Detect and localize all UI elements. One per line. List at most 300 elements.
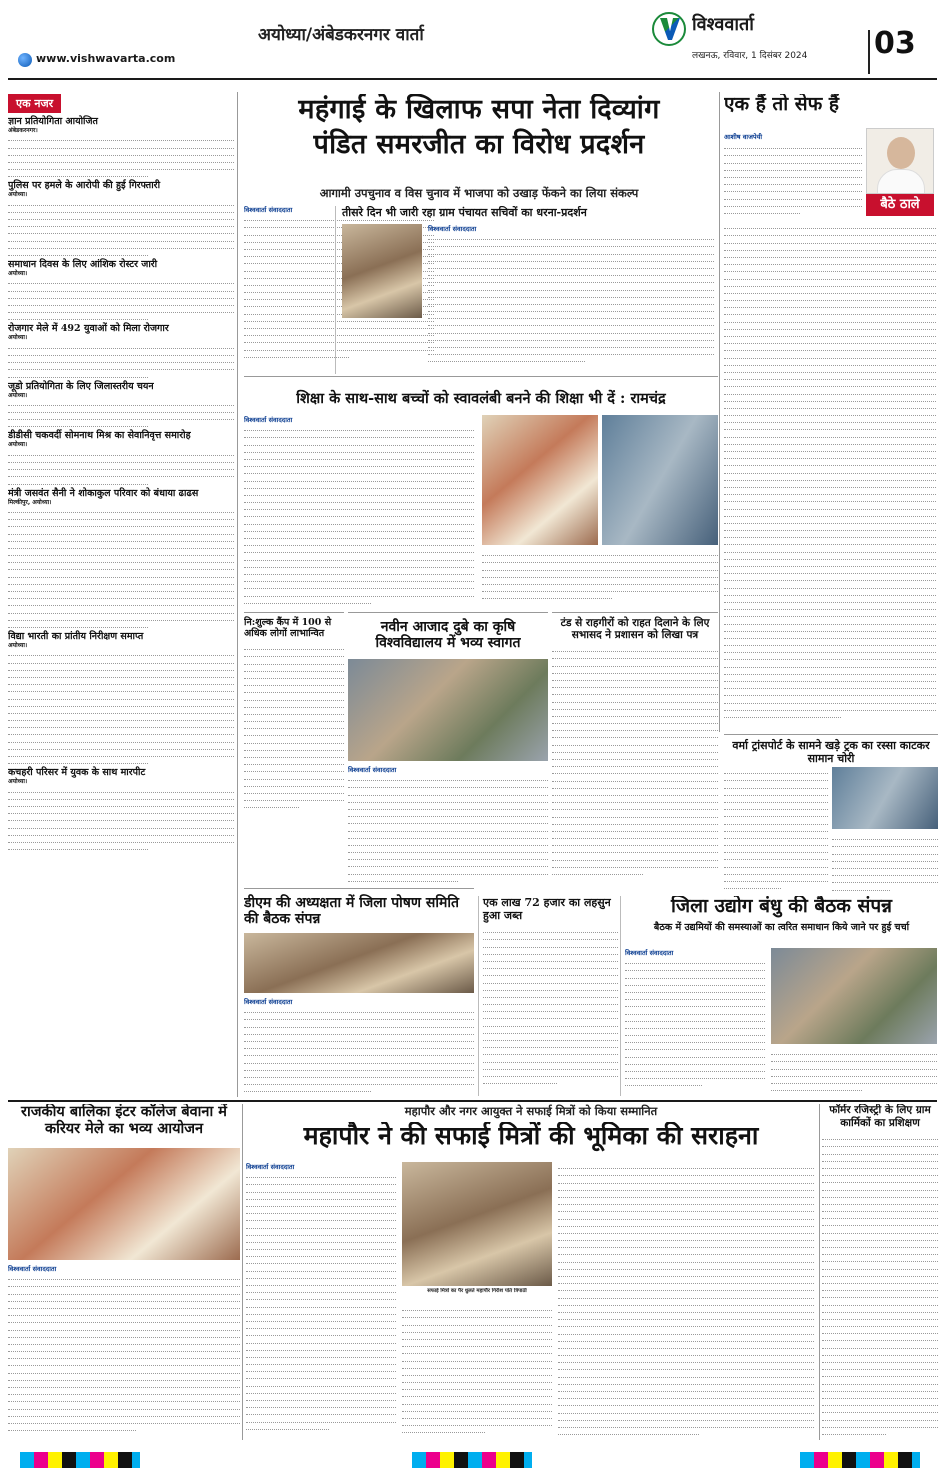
text-line	[822, 1241, 938, 1248]
text-line	[348, 832, 548, 839]
text-line	[625, 979, 765, 986]
text-line	[724, 825, 828, 832]
brand-name: विश्ववार्ता	[692, 14, 754, 35]
ek-nazar-item-dateline: अयोध्या।	[8, 191, 28, 199]
text-line	[8, 1359, 240, 1366]
text-line	[246, 1207, 396, 1214]
text-line	[822, 1198, 938, 1205]
text-line	[246, 1279, 396, 1286]
text-line	[625, 957, 765, 964]
text-line	[552, 731, 718, 738]
text-line	[244, 517, 474, 524]
text-line	[724, 696, 936, 703]
text-line	[625, 1022, 765, 1029]
text-line	[244, 532, 474, 539]
text-line	[724, 366, 936, 373]
text-line	[822, 1147, 938, 1154]
text-line	[244, 1078, 474, 1085]
camp-headline: नि:शुल्क कैंप में 100 से अधिक लोगों लाभान्वित	[244, 617, 332, 639]
text-line	[8, 1345, 240, 1352]
text-line	[482, 592, 612, 599]
text-line	[482, 578, 718, 585]
lead-headline	[244, 94, 714, 184]
text-line	[8, 413, 234, 420]
truck-story	[724, 734, 938, 894]
masthead-rule	[8, 78, 937, 80]
text-line	[402, 1390, 552, 1397]
text-line	[246, 1193, 396, 1200]
text-line	[483, 948, 618, 955]
mayor-byline: विश्ववार्ता संवाददाता	[246, 1163, 295, 1171]
text-line	[558, 1378, 814, 1385]
text-line	[244, 801, 299, 808]
text-line	[724, 560, 936, 567]
dm-photo	[244, 933, 474, 993]
text-line	[822, 1219, 938, 1226]
text-line	[625, 1079, 702, 1086]
text-line	[822, 1392, 938, 1399]
text-line	[244, 1071, 474, 1078]
ek-nazar-item-title: जूडो प्रतियोगिता के लिए जिलास्तरीय चयन	[8, 380, 154, 392]
text-line	[8, 527, 234, 534]
ek-nazar-item	[8, 323, 234, 377]
text-line	[8, 141, 234, 148]
text-line	[724, 229, 936, 236]
text-line	[822, 1413, 938, 1420]
text-line	[482, 585, 718, 592]
text-line	[724, 323, 936, 330]
text-line	[483, 969, 618, 976]
text-line	[822, 1155, 938, 1162]
text-line	[832, 847, 938, 854]
text-line	[348, 810, 548, 817]
text-line	[724, 149, 862, 156]
text-line	[8, 1374, 240, 1381]
text-line	[244, 657, 344, 664]
text-line	[724, 531, 936, 538]
text-line	[724, 395, 936, 402]
text-line	[724, 200, 862, 207]
text-line	[428, 233, 714, 240]
text-line	[244, 489, 474, 496]
text-line	[402, 1333, 552, 1340]
text-line	[558, 1241, 814, 1248]
text-line	[8, 757, 148, 764]
text-line	[724, 466, 936, 473]
text-line	[724, 337, 936, 344]
text-line	[724, 596, 936, 603]
text-line	[724, 832, 828, 839]
text-line	[625, 1036, 765, 1043]
text-line	[724, 868, 828, 875]
ek-nazar-item-dateline: अयोध्या।	[8, 391, 28, 399]
text-line	[552, 760, 718, 767]
column-rule-right	[719, 92, 720, 732]
text-line	[724, 668, 936, 675]
text-line	[724, 581, 936, 588]
dateline: लखनऊ, रविवार, 1 दिसंबर 2024	[692, 51, 808, 61]
text-line	[8, 556, 234, 563]
text-line	[8, 277, 234, 284]
text-line	[244, 424, 474, 431]
text-line	[246, 1200, 396, 1207]
text-line	[8, 206, 234, 213]
ek-nazar-item-title: ज्ञान प्रतियोगिता आयोजित	[8, 116, 98, 127]
text-line	[246, 1214, 396, 1221]
text-line	[428, 247, 714, 254]
panchayat-byline: विश्ववार्ता संवाददाता	[428, 225, 477, 233]
text-line	[822, 1428, 886, 1435]
mayor-photo	[402, 1162, 552, 1286]
text-line	[246, 1358, 396, 1365]
text-line	[244, 539, 474, 546]
text-line	[8, 735, 234, 742]
text-line	[246, 1379, 396, 1386]
text-line	[724, 488, 936, 495]
text-line	[822, 1349, 938, 1356]
text-line	[822, 1298, 938, 1305]
text-line	[552, 825, 718, 832]
dm-headline: डीएम की अध्यक्षता में जिला पोषण समिति की बैठक संपन्न	[244, 895, 459, 928]
text-line	[244, 765, 344, 772]
text-line	[822, 1291, 938, 1298]
text-line	[8, 1338, 240, 1345]
ek-nazar-item-title: डीडीसी चकवर्दी सोमनाथ मिश्र का सेवानिवृत्त समारोह	[8, 430, 191, 442]
badge-line2: ठाले	[899, 197, 920, 212]
text-line	[822, 1341, 938, 1348]
ek-nazar-item-title: समाधान दिवस के लिए आंशिक रोस्टर जारी	[8, 259, 158, 271]
text-line	[348, 788, 548, 795]
text-line	[8, 1388, 240, 1395]
text-line	[552, 861, 718, 868]
opinion-badge	[866, 194, 934, 216]
udyog-subhead: बैठक में उद्यमियों की समस्याओं का त्वरित समाधान किये जाने पर हुई चर्चा	[653, 921, 910, 933]
text-line	[558, 1342, 814, 1349]
text-line	[558, 1370, 814, 1377]
text-line	[8, 750, 234, 757]
text-line	[483, 1063, 618, 1070]
education-body-text	[244, 424, 474, 604]
text-line	[483, 984, 618, 991]
website-link[interactable]: www.vishwavarta.com	[36, 52, 176, 65]
text-line	[244, 438, 474, 445]
opinion-column	[724, 94, 938, 728]
text-line	[724, 517, 936, 524]
ek-nazar-list	[8, 116, 234, 850]
text-line	[724, 373, 936, 380]
text-line	[246, 1178, 396, 1185]
brand-logo-icon	[652, 12, 686, 46]
text-line	[724, 553, 936, 560]
text-line	[822, 1320, 938, 1327]
text-line	[483, 933, 618, 940]
text-line	[8, 807, 234, 814]
text-line	[8, 284, 234, 291]
vc-story	[348, 612, 548, 888]
text-line	[8, 714, 234, 721]
text-line	[402, 1347, 552, 1354]
vc-body-text	[348, 774, 548, 882]
text-line	[348, 839, 548, 846]
text-line	[483, 940, 618, 947]
text-line	[558, 1227, 814, 1234]
education-body	[244, 415, 474, 605]
ek-nazar-item-title: विद्या भारती का प्रांतीय निरीक्षण समाप्त	[8, 630, 144, 642]
lead-headline-line1: महंगाई के खिलाफ सपा नेता दिव्यांग	[298, 94, 660, 125]
text-line	[483, 1077, 557, 1084]
text-line	[402, 1340, 552, 1347]
text-line	[558, 1313, 814, 1320]
text-line	[244, 708, 344, 715]
text-line	[771, 1084, 862, 1091]
text-line	[724, 675, 936, 682]
text-line	[8, 170, 148, 177]
text-line	[483, 998, 618, 1005]
text-line	[8, 570, 234, 577]
ek-nazar-item	[8, 180, 234, 256]
text-line	[246, 1300, 396, 1307]
text-line	[724, 860, 828, 867]
text-line	[724, 192, 862, 199]
text-line	[822, 1255, 938, 1262]
text-line	[246, 1185, 396, 1192]
text-line	[8, 542, 234, 549]
text-line	[558, 1385, 814, 1392]
text-line	[244, 525, 474, 532]
text-line	[832, 876, 938, 883]
text-line	[724, 796, 828, 803]
lottery-story	[478, 896, 618, 1096]
vc-body	[348, 765, 548, 885]
text-line	[402, 1318, 552, 1325]
text-line	[402, 1369, 552, 1376]
text-line	[822, 1133, 938, 1140]
text-line	[724, 171, 862, 178]
column-rule-bottom-right	[819, 1104, 820, 1440]
text-line	[822, 1212, 938, 1219]
career-byline: विश्ववार्ता संवाददाता	[8, 1265, 57, 1273]
text-line	[244, 1020, 474, 1027]
text-line	[244, 553, 474, 560]
text-line	[428, 240, 714, 247]
text-line	[724, 853, 828, 860]
text-line	[552, 746, 718, 753]
text-line	[822, 1363, 938, 1370]
text-line	[244, 693, 344, 700]
text-line	[8, 306, 234, 313]
text-line	[558, 1421, 814, 1428]
farmer-story	[822, 1104, 938, 1440]
text-line	[724, 287, 936, 294]
text-line	[428, 326, 714, 333]
text-line	[724, 156, 862, 163]
text-line	[8, 1395, 240, 1402]
text-line	[558, 1162, 814, 1169]
text-line	[625, 1058, 765, 1065]
text-line	[771, 1055, 937, 1062]
panchayat-body-text	[428, 233, 714, 362]
text-line	[724, 409, 936, 416]
text-line	[625, 993, 765, 1000]
text-line	[428, 319, 714, 326]
ek-nazar-item	[8, 381, 234, 428]
camp-body-text	[244, 643, 344, 808]
text-line	[246, 1236, 396, 1243]
text-line	[428, 262, 714, 269]
text-line	[724, 445, 936, 452]
text-line	[244, 453, 474, 460]
ek-nazar-item	[8, 488, 234, 628]
text-line	[483, 1070, 618, 1077]
tank-headline: टंड से राहगीरों को राहत दिलाने के लिए सभासद ने प्रशासन को लिखा पत्र	[560, 617, 710, 641]
print-marks	[0, 1448, 945, 1473]
career-story	[8, 1104, 240, 1440]
text-line	[8, 134, 234, 141]
text-line	[244, 510, 474, 517]
text-line	[244, 597, 371, 604]
text-line	[428, 355, 585, 362]
text-line	[483, 991, 618, 998]
text-line	[246, 1423, 329, 1430]
text-line	[244, 751, 344, 758]
text-line	[558, 1363, 814, 1370]
tank-story	[552, 612, 718, 882]
text-line	[724, 767, 828, 774]
text-line	[8, 649, 234, 656]
text-line	[8, 1295, 240, 1302]
text-line	[8, 843, 148, 850]
ek-nazar-item	[8, 430, 234, 484]
udyog-body-text-cont	[771, 1048, 937, 1094]
text-line	[246, 1387, 396, 1394]
text-line	[8, 342, 234, 349]
text-line	[244, 715, 344, 722]
ek-nazar-item	[8, 259, 234, 320]
text-line	[822, 1385, 938, 1392]
text-line	[8, 406, 234, 413]
truck-body-text-cont	[832, 833, 938, 893]
text-line	[8, 707, 234, 714]
text-line	[348, 875, 458, 882]
text-line	[822, 1270, 938, 1277]
text-line	[8, 800, 234, 807]
truck-body-text	[724, 767, 828, 893]
ek-nazar-item-text	[8, 506, 234, 628]
text-line	[402, 1354, 552, 1361]
text-line	[552, 796, 718, 803]
text-line	[8, 678, 234, 685]
text-line	[822, 1356, 938, 1363]
text-line	[244, 446, 474, 453]
text-line	[244, 686, 344, 693]
text-line	[625, 1029, 765, 1036]
text-line	[8, 685, 234, 692]
education-byline: विश्ववार्ता संवाददाता	[244, 416, 293, 424]
text-line	[483, 962, 618, 969]
page-number: 03	[874, 26, 916, 61]
career-body-text	[8, 1273, 240, 1431]
text-line	[822, 1306, 938, 1313]
text-line	[8, 743, 234, 750]
vc-headline: नवीन आजाद दुबे का कृषि विश्वविद्यालय में भव्य स्वागत	[375, 619, 521, 652]
text-line	[8, 606, 234, 613]
text-line	[625, 986, 765, 993]
text-line	[483, 1027, 618, 1034]
text-line	[244, 1006, 474, 1013]
text-line	[483, 1005, 618, 1012]
text-line	[822, 1140, 938, 1147]
text-line	[244, 1035, 474, 1042]
text-line	[724, 236, 936, 243]
text-line	[244, 546, 474, 553]
text-line	[8, 1417, 240, 1424]
text-line	[348, 774, 548, 781]
text-line	[832, 840, 938, 847]
text-line	[724, 803, 828, 810]
text-line	[246, 1372, 396, 1379]
text-line	[822, 1313, 938, 1320]
text-line	[246, 1286, 396, 1293]
text-line	[244, 729, 344, 736]
text-line	[244, 787, 344, 794]
text-line	[246, 1264, 396, 1271]
text-line	[246, 1243, 396, 1250]
ek-nazar-item-text	[8, 399, 234, 428]
text-line	[558, 1184, 814, 1191]
text-line	[558, 1406, 814, 1413]
text-line	[428, 348, 714, 355]
dm-story	[244, 888, 474, 1098]
text-line	[822, 1205, 938, 1212]
education-photo-2	[602, 415, 718, 545]
text-line	[724, 416, 936, 423]
text-line	[8, 549, 234, 556]
tank-body-text	[552, 645, 718, 875]
text-line	[558, 1392, 814, 1399]
text-line	[625, 1000, 765, 1007]
text-line	[724, 308, 936, 315]
text-line	[822, 1406, 938, 1413]
ek-nazar-item-text	[8, 199, 234, 257]
text-line	[832, 883, 890, 890]
text-line	[8, 213, 234, 220]
text-line	[244, 1085, 371, 1092]
text-line	[552, 774, 718, 781]
ek-nazar-item-text	[8, 785, 234, 850]
text-line	[724, 632, 936, 639]
text-line	[8, 234, 234, 241]
text-line	[625, 1072, 765, 1079]
text-line	[724, 660, 936, 667]
text-line	[558, 1198, 814, 1205]
text-line	[8, 821, 234, 828]
vc-photo	[348, 659, 548, 761]
text-line	[246, 1293, 396, 1300]
truck-headline: वर्मा ट्रांसपोर्ट के सामने खड़े ट्रक का रस्सा काटकर सामान चोरी	[732, 739, 930, 765]
text-line	[428, 305, 714, 312]
text-line	[483, 1034, 618, 1041]
text-line	[402, 1326, 552, 1333]
text-line	[482, 563, 718, 570]
text-line	[724, 280, 936, 287]
text-line	[402, 1397, 552, 1404]
text-line	[822, 1248, 938, 1255]
text-line	[558, 1263, 814, 1270]
text-line	[558, 1356, 814, 1363]
text-line	[246, 1344, 396, 1351]
text-line	[244, 431, 474, 438]
text-line	[8, 163, 234, 170]
